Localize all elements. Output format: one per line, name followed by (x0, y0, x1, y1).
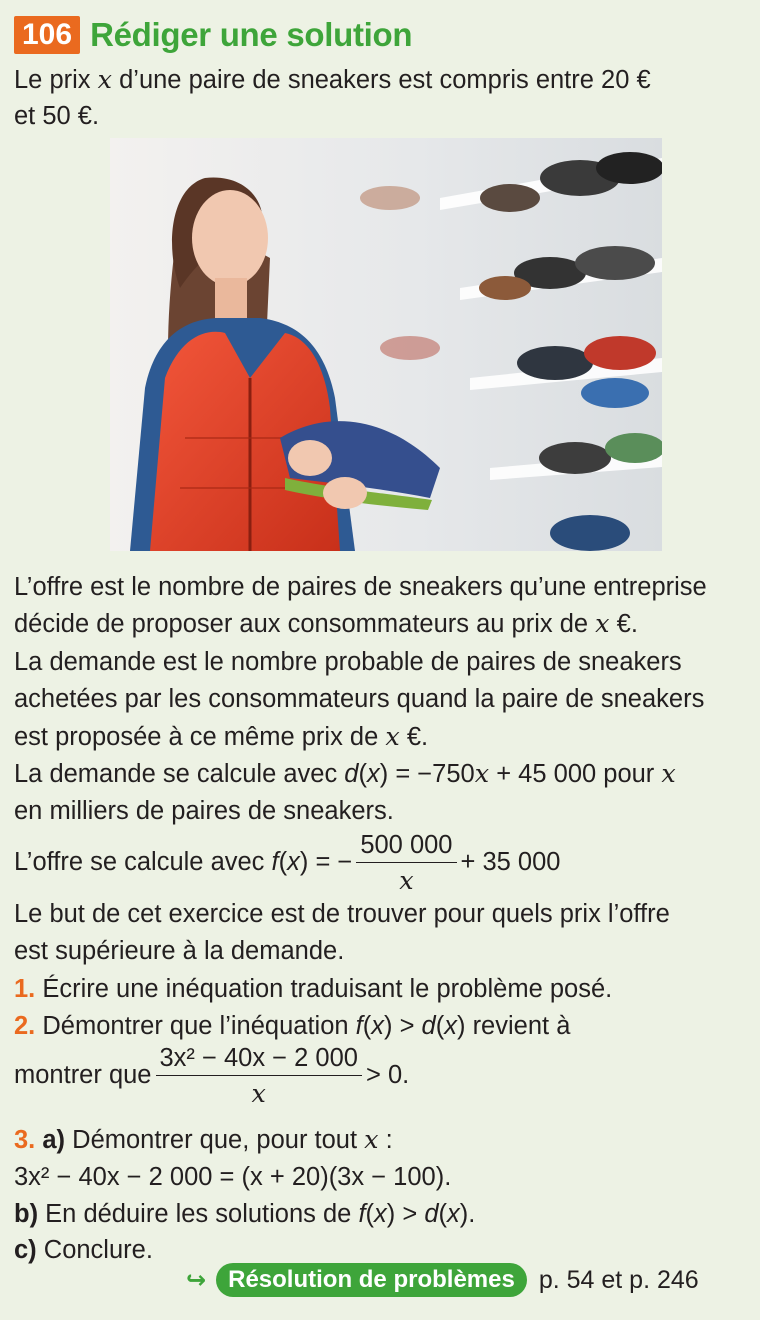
question-3a-line-1: 3. a) Démontrer que, pour tout x : (14, 1125, 393, 1155)
demand-definition-line-1: La demande est le nombre probable de paires de sneakers (14, 648, 682, 676)
inequation-fraction: $\frac{\text{3x² − 40x − 2 000}}{x}$ (156, 1043, 362, 1110)
question-3c: c) Conclure. (14, 1236, 153, 1264)
offer-formula-line: L’offre se calcule avec f(x) = − $\frac{500 000}{x}$ + 35 000 (14, 831, 561, 896)
exercise-header (14, 16, 412, 54)
goal-line-2: est supérieure à la demande. (14, 937, 345, 965)
offer-definition-line-1: L’offre est le nombre de paires de sneakers qu’une entreprise (14, 573, 707, 601)
offer-definition-line-2: décide de proposer aux consommateurs au prix de x €. (14, 609, 638, 639)
demand-definition-line-3: est proposée à ce même prix de x €. (14, 722, 429, 752)
question-2-line-1: 2. Démontrer que l’inéquation f(x) > d(x) revient à (14, 1012, 571, 1040)
demand-formula-line: La demande se calcule avec d(x) = −750x + 45 000 pour x (14, 759, 676, 789)
exercise-number-badge: 106 (14, 16, 80, 54)
goal-line-1: Le but de cet exercice est de trouver pour quels prix l’offre (14, 900, 670, 928)
question-2-line-2: montrer que $\frac{\text{3x² − 40x − 2 000}}{x}$ > 0. (14, 1044, 410, 1109)
question-3b: b) En déduire les solutions de f(x) > d(x). (14, 1200, 476, 1228)
offer-fraction: $\frac{500 000}{x}$ (356, 830, 456, 897)
question-1: 1. Écrire une inéquation traduisant le problème posé. (14, 975, 613, 1003)
demand-definition-line-2: achetées par les consommateurs quand la paire de sneakers (14, 685, 705, 713)
intro-line-1: Le prix x d’une paire de sneakers est compris entre 20 € (14, 65, 651, 95)
resolution-problemes-link[interactable]: Résolution de problèmes (216, 1263, 527, 1297)
page-references: p. 54 et p. 246 (538, 1265, 699, 1294)
arrow-icon: ↪ (186, 1266, 207, 1294)
exercise-title: Rédiger une solution (90, 16, 413, 53)
photo-woman-sneaker (110, 138, 662, 551)
question-3a-equation: 3x² − 40x − 2 000 = (x + 20)(3x − 100). (14, 1163, 452, 1191)
footer-reference (186, 1263, 699, 1297)
intro-line-2: et 50 €. (14, 102, 100, 130)
demand-unit-line: en milliers de paires de sneakers. (14, 797, 394, 825)
